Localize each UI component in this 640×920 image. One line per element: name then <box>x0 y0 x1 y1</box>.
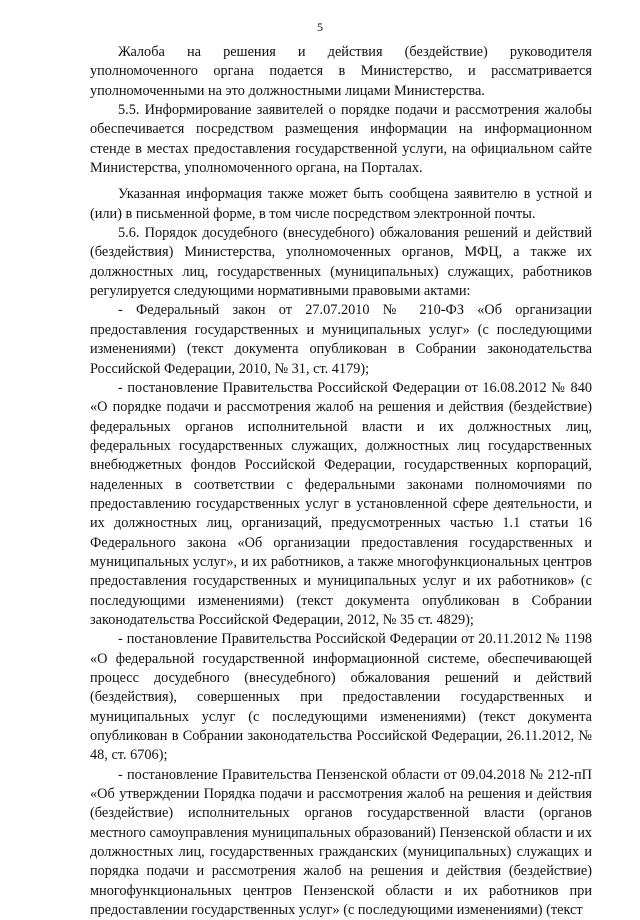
list-item-decree-1198: - постановление Правительства Российской Федерации от 20.11.2012 № 1198 «О федеральной государственной информационной системе, обеспечивающей процесс досудебного (внесудебного) обжалования решений и действий (бездействия), совершенных при предоставлении государственных и муниципальных услуг (с последующими изменениями) (текст документа опубликован в Собрании законодательства Российской Федерации, 26.11.2012, № 48, ст. 6706); <box>90 631 592 764</box>
list-item-federal-law-210: - Федеральный закон от 27.07.2010 № 210-ФЗ «Об организации предоставления государственных и муниципальных услуг» (с последующими изменениями) (текст документа опубликован в Собрании законодательства Российской Федерации, 2010, № 31, ст. 4179); <box>90 302 592 377</box>
paragraph-5-5: 5.5. Информирование заявителей о порядке подачи и рассмотрения жалобы обеспечивается посредством размещения информации на информационном стенде в местах предоставления государственной услуги, на официальном сайте Министерства, уполномоченного органа, на Порталах. <box>90 102 592 177</box>
page-number: 5 <box>317 20 323 34</box>
list-item-decree-212-pp: - постановление Правительства Пензенской области от 09.04.2018 № 212-пП «Об утверждении Порядка подачи и рассмотрения жалоб на решения и действия (бездействие) исполнительных органов государственной власти (органов местного самоуправления муниципальных образований) Пензенской области и их должностных лиц, государственных гражданских (муниципальных) служащих и порядка подачи и рассмотрения жалоб на решения и действия (бездействие) многофункциональных центров Пензенской области и их работников при предоставлении государственных услуг» (с последующими изменениями) (текст <box>90 766 592 919</box>
document-body <box>90 43 592 920</box>
list-item-decree-840: - постановление Правительства Российской Федерации от 16.08.2012 № 840 «О порядке подачи и рассмотрения жалоб на решения и действия (бездействие) федеральных органов исполнительной власти и их должностных лиц, федеральных государственных служащих, должностных лиц государственных внебюджетных фондов Российской Федерации, государственных корпораций, наделенных в соответствии с федеральными законами полномочиями по предоставлению государственных услуг в установленной сфере деятельности, и их должностных лиц, организаций, предусмотренных частью 1.1 статьи 16 Федерального закона «Об организации предоставления государственных и муниципальных услуг», и их работников, а также многофункциональных центров предоставления государственных и муниципальных услуг и их работников» (с последующими изменениями) (текст документа опубликован в Собрании законодательства Российской Федерации, 2012, № 35 ст. 4829); <box>90 379 592 628</box>
paragraph-complaint-head: Жалоба на решения и действия (бездействие) руководителя уполномоченного органа подается в Министерство, и рассматривается уполномоченными на это должностными лицами Министерства. <box>90 44 592 99</box>
paragraph-5-6: 5.6. Порядок досудебного (внесудебного) обжалования решений и действий (бездействия) Министерства, уполномоченных органов, МФЦ, а также их должностных лиц, государственных (муниципальных) служащих, работников регулируется следующими нормативными правовыми актами: <box>90 225 592 300</box>
paragraph-info-channels: Указанная информация также может быть сообщена заявителю в устной и (или) в письменной форме, в том числе посредством электронной почты. <box>90 186 592 222</box>
